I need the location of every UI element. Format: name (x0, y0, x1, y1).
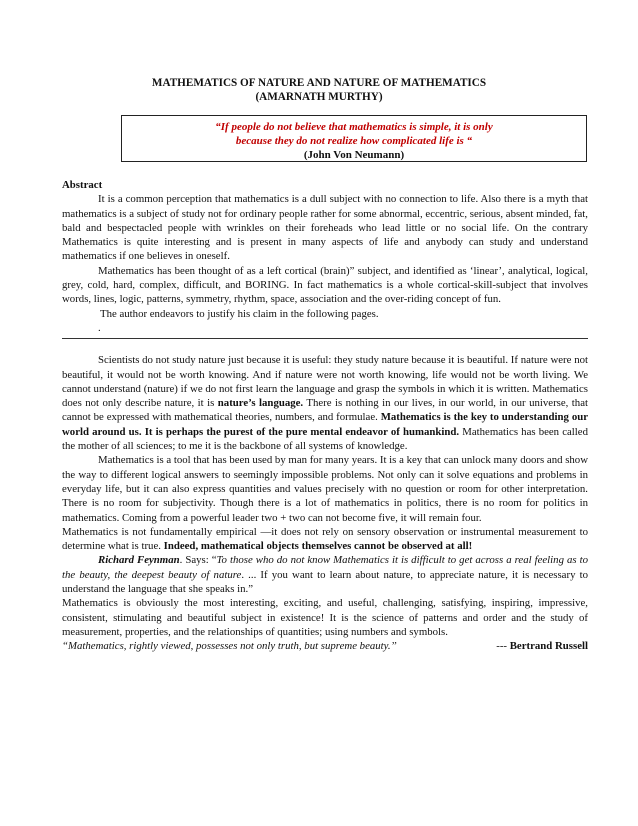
text-run: Scientists do not study nature just because it is useful: they study nature because it is beautiful. If nature were not beautiful, it would not be worth knowing. And if nature were not worth knowing, life would not be worth living. We cannot understand (nature) if we do not first learn the language and grasp the symbols in which it is written. Mathematics does not only describe nature, it is (62, 354, 588, 410)
bold-run: nature’s language. (217, 397, 304, 410)
quote-author: Bertrand Russell (509, 640, 588, 653)
bold-run: Indeed, mathematical objects themselves cannot be observed at all! (163, 540, 473, 553)
epigraph-line-2: because they do not realize how complicated life is “ (235, 135, 473, 147)
abstract-heading: Abstract (62, 179, 103, 191)
text-run: . Says: “ (179, 554, 217, 567)
feynman-name: Richard Feynman (98, 554, 180, 567)
body-paragraph-2: Mathematics is a tool that has been used by man for many years. It is a key that can unlock many doors and show the way to different logical answers to seemingly impossible problems. Not only can it solve equations and problems in everyday life, but it can also express quantities and values precisely with no question or room for other interpretation. There is no room for subjectivity. Though there is a lot of mathematics in politics, there is no room for politics in mathematics. Coming from a powerful leader two + two can not become five, it will remain four. (62, 454, 588, 524)
russell-quote (62, 639, 588, 653)
paper-title (0, 76, 638, 104)
text-run: Mathematics is not fundamentally empirical —it does not rely on sensory observation or instrumental measurement to determine what is true. (62, 525, 588, 553)
body-paragraph-4 (62, 553, 588, 596)
text-run: . ... If you want to learn about nature, to appreciate nature, it is necessary to understand the language that she speaks in.” (62, 568, 588, 596)
body-paragraph-5: Mathematics is obviously the most interesting, exciting, and useful, challenging, satisfying, inspiring, impressive, consistent, stimulating and beautiful subject in existence! It is the science of patterns and order and the study of measurement, properties, and the relationships of quantities; using numbers and symbols. (62, 597, 588, 638)
author-line: (AMARNATH MURTHY) (255, 91, 383, 103)
abstract-paragraph-1: It is a common perception that mathematics is a dull subject with no connection to life. Also there is a myth that mathematics is a subject of study not for ordinary people rather for some abnormal, eccentric, serious, absent minded, fat, bald and bespectacled people with wrinkles on their foreheads who lead little or no social life. On the contrary Mathematics is quite interesting and is present in many aspects of life and anybody can study and understand mathematics if one believes in oneself. (62, 193, 588, 263)
abstract-dot: . (98, 321, 101, 334)
abstract-paragraph-3: The author endeavors to justify his claim in the following pages. (100, 307, 379, 320)
abstract-paragraph-2: Mathematics has been thought of as a left cortical (brain)” subject, and identified as ‘linear’, analytical, logical, grey, cold, hard, complex, difficult, and BORING. In fact mathematics is a whole cortical-skill-subject that involves words, lines, logic, patterns, symmetry, rhythm, space, association and the over-riding concept of fun. (62, 264, 588, 306)
epigraph-box (121, 115, 587, 162)
body-text (62, 178, 588, 654)
section-divider (62, 338, 588, 339)
body-paragraph-1 (62, 353, 588, 453)
text-run: There is nothing in our lives, in our world, in our universe, that cannot be expressed with mathematical theories, numbers, and formulae. (62, 397, 588, 424)
title-line: MATHEMATICS OF NATURE AND NATURE OF MATHEMATICS (151, 77, 487, 89)
quote-dash: --- (496, 640, 510, 653)
bold-run: Mathematics is the key to understanding our world around us. It is perhaps the purest of the pure mental endeavor of humankind. (62, 411, 589, 438)
quote-text: “Mathematics, rightly viewed, possesses not only truth, but supreme beauty.’’ (62, 640, 397, 653)
epigraph-line-1: “If people do not believe that mathematics is simple, it is only (215, 121, 493, 133)
body-paragraph-3 (62, 525, 588, 554)
quote-attribution (496, 639, 588, 653)
text-run: Mathematics has been called the mother of all sciences; to me it is the backbone of all systems of knowledge. (62, 425, 588, 453)
epigraph-author: (John Von Neumann) (303, 149, 405, 161)
italic-run: To those who do not know Mathematics it is difficult to get across a real feeling as to the beauty, the deepest beauty of nature (62, 554, 588, 581)
